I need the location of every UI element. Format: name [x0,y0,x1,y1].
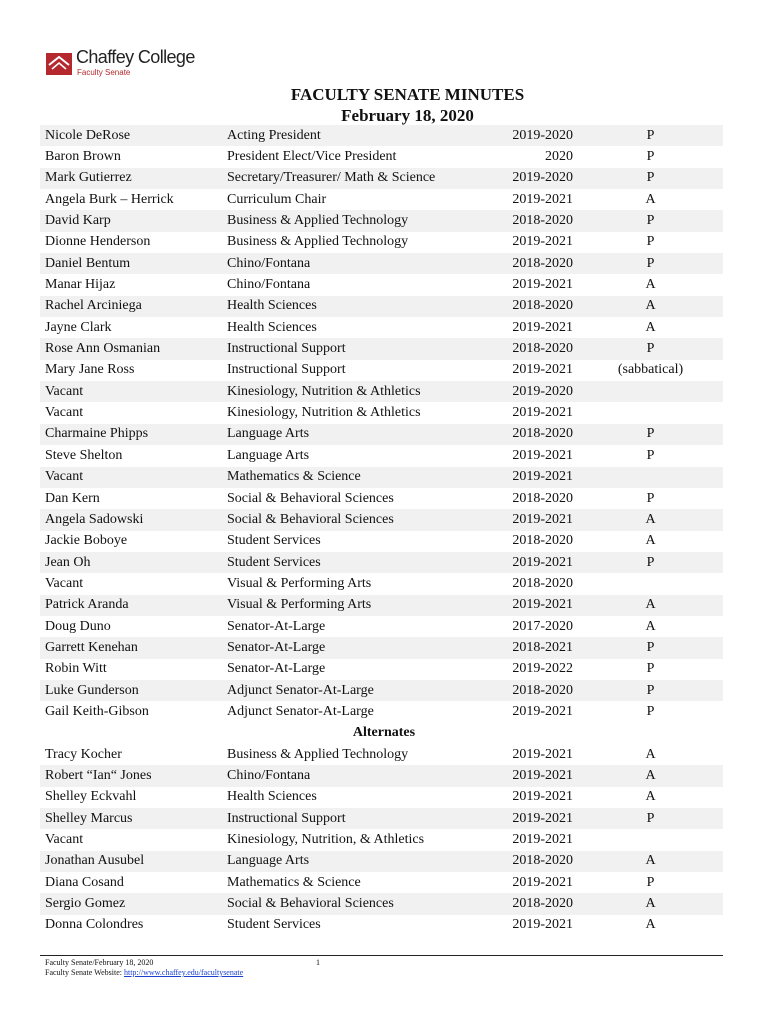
member-attendance: A [645,191,656,207]
footer-date: Faculty Senate/February 18, 2020 [45,958,154,967]
member-term: 2019-2021 [512,234,573,250]
member-name: Shelley Eckvahl [45,789,137,805]
member-row [40,296,723,317]
member-position: Adjunct Senator-At-Large [227,703,374,719]
member-term: 2018-2020 [491,680,573,701]
member-attendance: A [645,746,656,762]
member-term: 2019-2021 [512,191,573,207]
member-name: Jonathan Ausubel [40,851,222,872]
member-attendance: P [646,661,655,677]
alternates-heading-row [40,723,723,744]
member-row [40,637,723,658]
member-term: 2019-2020 [491,168,573,189]
member-position: Kinesiology, Nutrition & Athletics [227,405,421,421]
member-position: Health Sciences [222,296,491,317]
member-attendance: P [573,424,723,445]
member-position: Student Services [222,552,491,573]
member-position: Kinesiology, Nutrition, & Athletics [227,832,425,848]
member-name: Mary Jane Ross [45,362,135,378]
member-term: 2019-2021 [512,703,573,719]
member-row [40,659,723,680]
member-term: 2018-2020 [491,210,573,231]
member-term: 2019-2021 [512,746,573,762]
member-attendance: P [573,338,723,359]
member-term: 2019-2021 [512,319,573,335]
member-name: Doug Duno [45,618,111,634]
member-term: 2018-2020 [491,851,573,872]
member-position: Chino/Fontana [222,253,491,274]
member-term: 2018-2020 [512,490,573,506]
member-term: 2019-2021 [491,509,573,530]
member-position: Social & Behavioral Sciences [222,893,491,914]
logo-name: Chaffey College [76,47,195,67]
alternate-row [40,893,723,914]
member-row [40,274,723,295]
member-row [40,253,723,274]
member-row [40,573,723,594]
member-term: 2019-2021 [491,552,573,573]
member-position: Senator-At-Large [222,637,491,658]
member-name: Tracy Kocher [45,746,122,762]
member-name: Vacant [45,832,84,848]
member-name: Jayne Clark [45,319,112,335]
member-row [40,595,723,616]
footer-website [45,968,243,978]
member-row [40,381,723,402]
member-name: Garrett Kenehan [40,637,222,658]
member-term: 2018-2020 [512,575,573,591]
alternate-row [40,808,723,829]
member-attendance: A [573,509,723,530]
member-name: Rose Ann Osmanian [40,338,222,359]
alternate-row [40,915,723,936]
member-attendance: P [573,253,723,274]
member-row [40,146,723,167]
meeting-date: February 18, 2020 [341,106,474,125]
member-attendance: P [573,680,723,701]
member-attendance: P [646,447,655,463]
member-attendance: P [573,552,723,573]
member-attendance: P [573,210,723,231]
member-position: Health Sciences [227,789,317,805]
member-position: Visual & Performing Arts [222,595,491,616]
member-term: 2019-2021 [512,362,573,378]
member-term: 2018-2020 [491,253,573,274]
member-term: 2017-2020 [512,618,573,634]
member-name: Shelley Marcus [40,808,222,829]
footer-website-link[interactable]: http://www.chaffey.edu/facultysenate [123,968,244,977]
alternate-row [40,872,723,893]
member-row [40,210,723,231]
member-name: Robert “Ian“ Jones [40,765,222,786]
member-position: Secretary/Treasurer/ Math & Science [222,168,491,189]
member-name: Jean Oh [40,552,222,573]
member-attendance: A [645,277,656,293]
member-attendance: A [645,917,656,933]
member-attendance [573,402,723,423]
member-position: Acting President [222,125,491,146]
member-name: Jackie Boboye [45,533,128,549]
member-term: 2018-2020 [491,893,573,914]
member-attendance: A [573,851,723,872]
member-term: 2019-2021 [512,917,573,933]
attendance-table [40,125,723,936]
member-name: Angela Burk – Herrick [45,191,174,207]
member-row [40,552,723,573]
member-term: 2018-2020 [491,296,573,317]
member-name: David Karp [40,210,222,231]
member-row [40,360,723,381]
member-position: Mathematics & Science [227,874,361,890]
member-term: 2019-2021 [512,789,573,805]
member-name: Dan Kern [45,490,100,506]
member-name: Charmaine Phipps [40,424,222,445]
member-term: 2020 [545,149,573,165]
member-attendance: A [645,533,656,549]
member-name: Manar Hijaz [45,277,116,293]
member-term: 2019-2021 [512,874,573,890]
member-row [40,445,723,466]
member-attendance: P [573,125,723,146]
alternate-row [40,829,723,850]
member-position: Student Services [227,533,321,549]
footer [45,958,243,978]
member-attendance: A [573,595,723,616]
member-attendance: A [573,296,723,317]
member-name: Mark Gutierrez [40,168,222,189]
member-position: Social & Behavioral Sciences [227,490,394,506]
member-name: Donna Colondres [45,917,144,933]
member-attendance [573,381,723,402]
member-term: 2019-2021 [512,447,573,463]
member-position: Chino/Fontana [227,277,311,293]
member-term: 2019-2021 [512,832,573,848]
member-attendance: P [646,234,655,250]
member-attendance: P [573,637,723,658]
member-attendance: P [646,703,655,719]
member-attendance: P [646,490,655,506]
member-name: Vacant [45,575,84,591]
member-attendance [573,573,723,594]
member-attendance: P [646,874,655,890]
member-position: Language Arts [227,447,310,463]
member-row [40,531,723,552]
chaffey-logo [46,47,206,81]
member-row [40,338,723,359]
member-name: Vacant [45,405,84,421]
member-position: Senator-At-Large [227,618,326,634]
member-term: 2019-2021 [491,595,573,616]
member-row [40,189,723,210]
member-name: Angela Sadowski [40,509,222,530]
member-name: Patrick Aranda [40,595,222,616]
member-term: 2019-2021 [491,467,573,488]
member-attendance: (sabbatical) [617,362,684,378]
member-row [40,701,723,722]
member-row [40,680,723,701]
member-name: Robin Witt [45,661,107,677]
member-position: Senator-At-Large [227,661,326,677]
member-position: Social & Behavioral Sciences [222,509,491,530]
member-term: 2018-2020 [491,338,573,359]
member-row [40,467,723,488]
alternate-row [40,851,723,872]
member-row [40,616,723,637]
member-position: Language Arts [222,851,491,872]
footer-divider [40,955,723,956]
member-attendance: P [573,808,723,829]
member-name: Rachel Arciniega [40,296,222,317]
page-number: 1 [316,958,320,967]
member-name: Diana Cosand [45,874,124,890]
member-name: Vacant [40,381,222,402]
member-term: 2018-2021 [491,637,573,658]
member-row [40,232,723,253]
member-attendance: P [573,168,723,189]
member-position: President Elect/Vice President [227,149,397,165]
member-term: 2018-2020 [512,533,573,549]
member-attendance: P [646,149,655,165]
member-term: 2019-2021 [491,808,573,829]
member-position: Business & Applied Technology [222,210,491,231]
member-name: Steve Shelton [45,447,123,463]
member-term: 2019-2022 [512,661,573,677]
member-position: Kinesiology, Nutrition & Athletics [222,381,491,402]
alternate-row [40,744,723,765]
member-attendance: A [573,893,723,914]
member-attendance: A [645,618,656,634]
member-row [40,168,723,189]
member-name: Dionne Henderson [45,234,151,250]
member-term: 2019-2021 [512,277,573,293]
logo-subtitle: Faculty Senate [77,68,131,77]
member-term: 2019-2020 [491,125,573,146]
footer-website-label: Faculty Senate Website: [45,968,124,977]
member-row [40,424,723,445]
alternate-row [40,787,723,808]
member-name: Daniel Bentum [40,253,222,274]
member-position: Instructional Support [227,362,346,378]
member-attendance: A [645,319,656,335]
member-position: Visual & Performing Arts [227,575,372,591]
member-attendance: A [573,765,723,786]
member-name: Vacant [40,467,222,488]
member-row [40,488,723,509]
member-position: Language Arts [222,424,491,445]
member-position: Business & Applied Technology [227,746,409,762]
member-term: 2018-2020 [491,424,573,445]
college-logo-icon [46,53,72,75]
member-row [40,509,723,530]
member-position: Business & Applied Technology [227,234,409,250]
member-position: Adjunct Senator-At-Large [222,680,491,701]
page-title: FACULTY SENATE MINUTES [290,85,525,104]
member-term: 2019-2020 [491,381,573,402]
member-name: Gail Keith-Gibson [45,703,149,719]
member-name: Nicole DeRose [40,125,222,146]
member-name: Baron Brown [45,149,121,165]
member-attendance: A [645,789,656,805]
member-attendance [573,829,723,850]
member-position: Instructional Support [222,338,491,359]
member-position: Mathematics & Science [222,467,491,488]
alternate-row [40,765,723,786]
member-position: Curriculum Chair [227,191,327,207]
member-row [40,402,723,423]
member-term: 2019-2021 [512,405,573,421]
member-row [40,317,723,338]
alternates-heading: Alternates [40,723,723,744]
member-position: Health Sciences [227,319,317,335]
member-row [40,125,723,146]
member-position: Student Services [227,917,321,933]
member-attendance [573,467,723,488]
member-name: Sergio Gomez [40,893,222,914]
member-position: Instructional Support [222,808,491,829]
member-name: Luke Gunderson [40,680,222,701]
member-term: 2019-2021 [491,765,573,786]
member-position: Chino/Fontana [222,765,491,786]
